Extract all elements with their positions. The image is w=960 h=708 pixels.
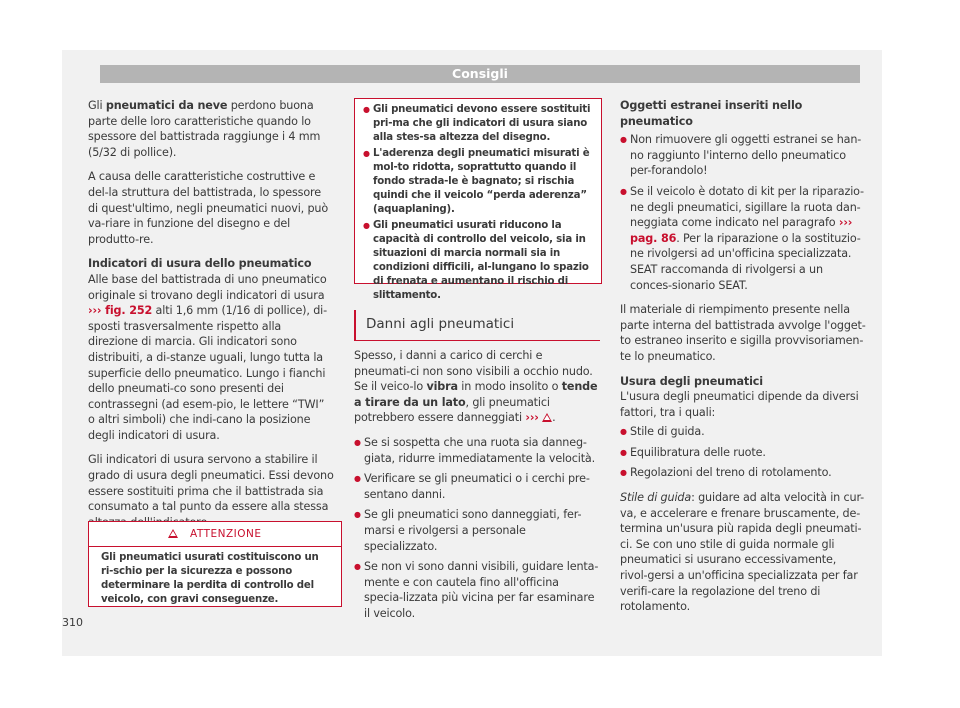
paragraph-filling-material: Il materiale di riempimento presente nella parte interna del battistrada avvolge l'ogget-to estraneo inserito e sigilla provvisoriamen-te lo pneumatico. bbox=[620, 303, 866, 363]
heading-tire-wear: Usura degli pneumatici bbox=[620, 374, 763, 388]
section-title: Danni agli pneumatici bbox=[354, 310, 600, 341]
warning-link[interactable]: ››› bbox=[525, 411, 539, 425]
list-item: ● Regolazioni del treno di rotolamento. bbox=[620, 465, 866, 481]
warning-triangle-icon bbox=[168, 529, 178, 538]
list-item: ● Equilibratura delle ruote. bbox=[620, 445, 866, 461]
warning-continuation-box bbox=[354, 98, 602, 301]
list-item: ● Se gli pneumatici sono danneggiati, fer-marsi e rivolgersi a personale specializzato. bbox=[354, 507, 600, 554]
warning-text: Gli pneumatici usurati costituiscono un ri-schio per la sicurezza e possono determinare la perdita di controllo del veicolo, con gravi conseguenze. bbox=[101, 552, 319, 605]
paragraph-snow-tires: Gli pneumatici da neve perdono buona parte delle loro caratteristiche quando lo spessore del battistrada raggiunge i 4 mm (5/32 di pollice). bbox=[88, 99, 321, 159]
paragraph-damage: Spesso, i danni a carico di cerchi e pneumati-ci non sono visibili a occhio nudo. Se il veico-lo vibra in modo insolito o tende a tirare da un lato, gli pneumatici potrebbero essere danneggiati ››› . bbox=[354, 349, 598, 425]
list-item: ● Stile di guida. bbox=[620, 424, 866, 440]
heading-foreign-objects: Oggetti estranei inseriti nello pneumatico bbox=[620, 99, 803, 128]
paragraph-driving-style: Stile di guida: guidare ad alta velocità in cur-va, e accelerare e frenare bruscamente, de-termina un'usura più rapida degli pneumati-ci. Se con uno stile di guida normale gli pneumatici si usurano eccessivamente, rivol-gersi a un'officina specializzata per far verifi-care la regolazione del treno di rotolamento. bbox=[620, 491, 865, 614]
warning-header: ATTENZIONE bbox=[89, 522, 341, 547]
list-item: ● Non rimuovere gli oggetti estranei se han-no raggiunto l'interno dello pneumatico per-forandolo! bbox=[620, 132, 866, 179]
list-item: ● Se si sospetta che una ruota sia danneg-giata, ridurre immediatamente la velocità. bbox=[354, 435, 600, 466]
list-item: ● Se non vi sono danni visibili, guidare lenta-mente e con cautela fino all'officina specia-lizzata più vicina per far esaminare il veicolo. bbox=[354, 559, 600, 621]
paragraph-indicator-purpose: Gli indicatori di usura servono a stabilire il grado di usura degli pneumatici. Essi devono essere sostituiti prima che il battistrada sia consumato a tal punto da essere alla stessa bbox=[88, 453, 334, 514]
heading-wear-indicators: Indicatori di usura dello pneumatico bbox=[88, 257, 312, 271]
column-middle bbox=[354, 348, 600, 627]
paragraph-wear-factors: L'usura degli pneumatici dipende da diversi fattori, tra i quali: bbox=[620, 390, 859, 419]
page-number: 310 bbox=[62, 616, 83, 629]
page-header: Consigli bbox=[100, 65, 860, 83]
warning-bullet: ● Gli pneumatici devono essere sostituiti pri-ma che gli indicatori di usura siano alla stes-sa altezza del disegno. bbox=[363, 103, 593, 145]
page-link[interactable]: ››› pag. 86 bbox=[630, 216, 853, 245]
paragraph-wear-indicators: Alle base del battistrada di uno pneumatico originale si trovano degli indicatori di usura ››› fig. 252 alti 1,6 mm (1/16 di pollice), di-sposti trasversalmente rispetto alla direzione di marcia. Gli indicatori sono distribuiti, a di-stanze uguali, lungo tutta la superficie dello pneumatico. Lungo i fianchi dello pneumati-co sono presenti dei contrassegni (ad esem-pio, le lettere “TWI” o altri simboli) che indi-cano la posizione degli indicatori di usura. bbox=[88, 272, 327, 442]
warning-bullet: ● L'aderenza degli pneumatici misurati è mol-to ridotta, soprattutto quando il fondo strada-le è bagnato; si rischia quindi che il veicolo “perda aderenza” (aquaplaning). bbox=[363, 147, 593, 217]
column-right bbox=[620, 98, 866, 624]
figure-link[interactable]: ››› fig. 252 bbox=[88, 304, 153, 318]
warning-triangle-icon bbox=[542, 413, 552, 422]
warning-box bbox=[88, 521, 342, 607]
column-left bbox=[88, 98, 334, 539]
list-item: ● Verificare se gli pneumatici o i cerchi pre-sentano danni. bbox=[354, 471, 600, 502]
paragraph-tread-depth: A causa delle caratteristiche costruttive e del-la struttura del battistrada, lo spessore di quest'ultimo, negli pneumatici nuovi, può va-riare in funzione del disegno e del produtto-re. bbox=[88, 170, 329, 246]
list-item: ● Se il veicolo è dotato di kit per la riparazio-ne degli pneumatici, sigillare la ruota dan-neggiata come indicato nel paragrafo ››› pag. 86. Per la riparazione o la sostituzio-ne rivolgersi ad un'officina specializzata. SEAT raccomanda di rivolgersi a un conces-sionario SEAT. bbox=[620, 184, 866, 293]
warning-bullet: ● Gli pneumatici usurati riducono la capacità di controllo del veicolo, sia in situazioni di marcia normali sia in condizioni difficili, al-lungano lo spazio di frenata e aumentano il rischio di slittamento. bbox=[363, 219, 593, 303]
